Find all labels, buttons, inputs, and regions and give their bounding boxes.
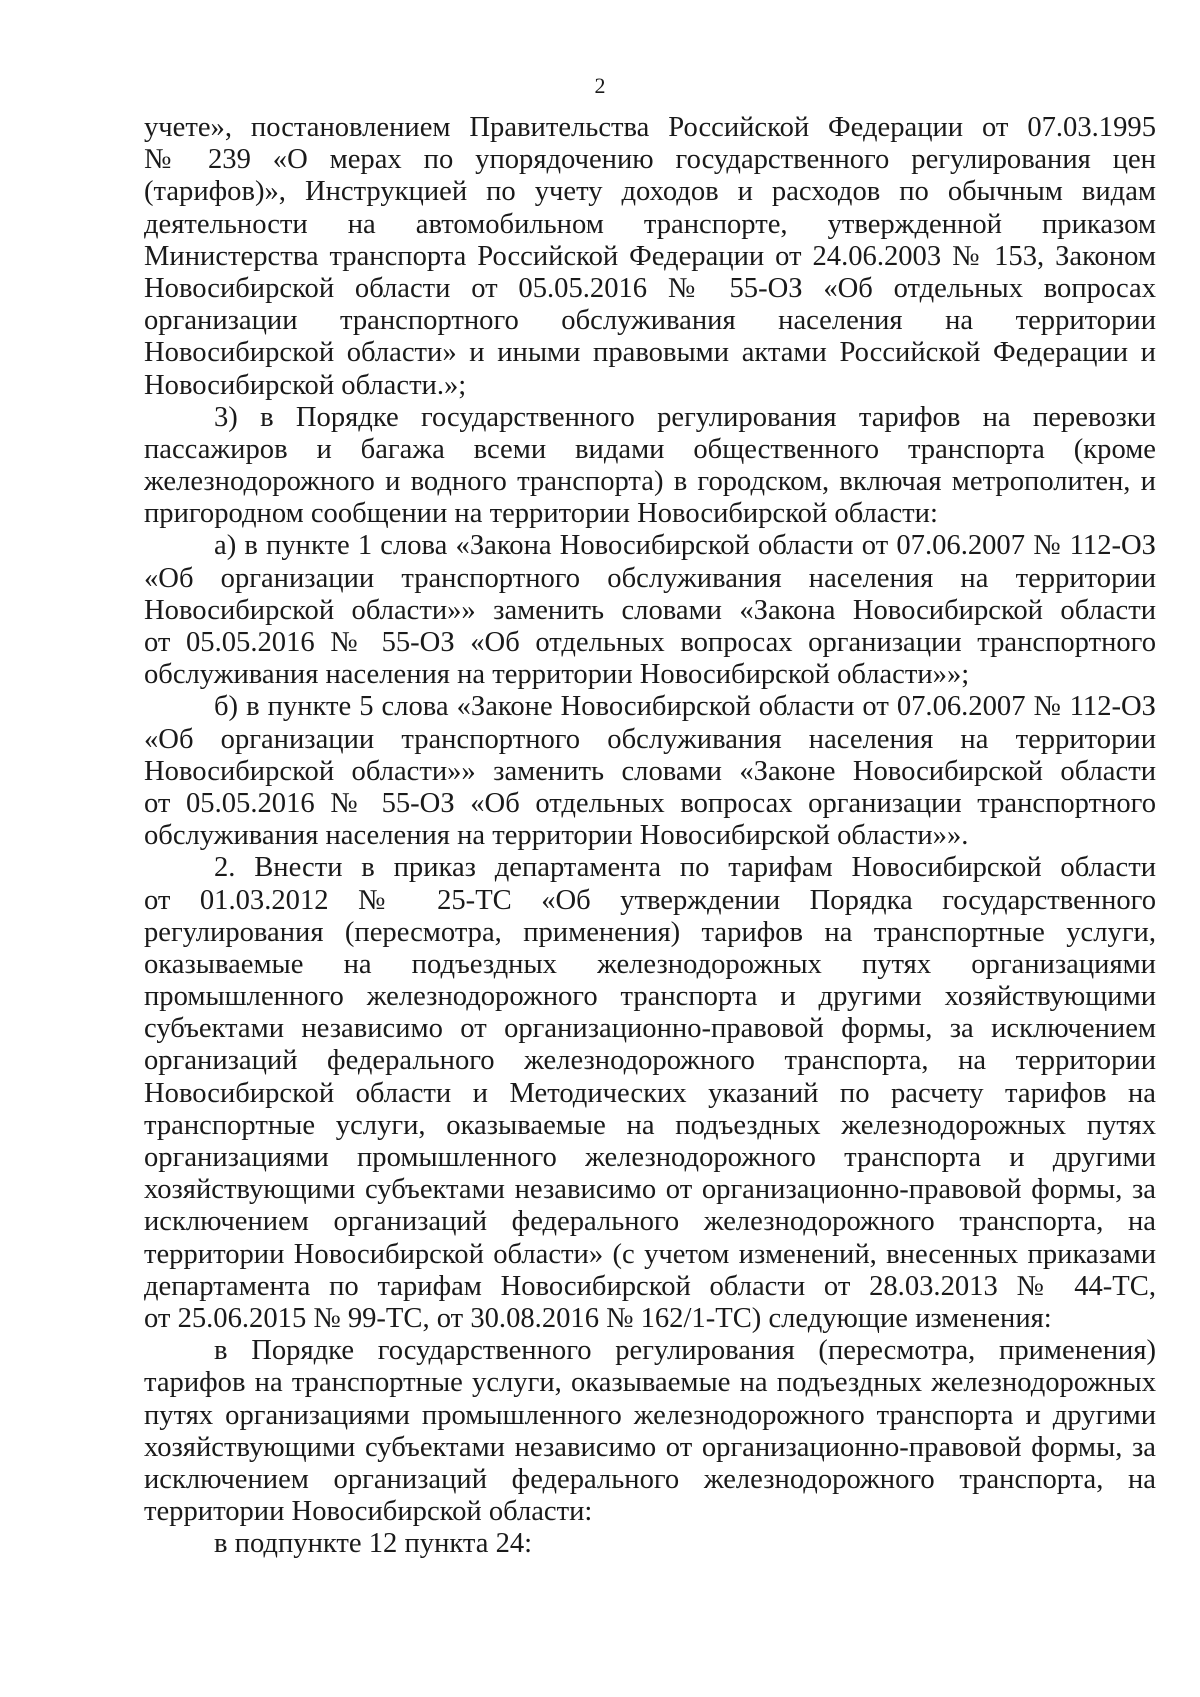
text-line: путях организациями промышленного железнодорожного транспорта и другими <box>144 1399 1156 1431</box>
text-line: пригородном сообщении на территории Новосибирской области: <box>144 498 938 530</box>
text-line: субъектами независимо от организационно-правовой формы, за исключением <box>144 1013 1156 1045</box>
text-line: тарифов на транспортные услуги, оказываемые на подъездных железнодорожных <box>144 1367 1156 1399</box>
document-body <box>144 112 1156 1560</box>
text-line: Новосибирской области»» заменить словами «Законе Новосибирской области <box>144 755 1156 787</box>
text-line: пассажиров и багажа всеми видами общественного транспорта (кроме <box>144 433 1156 465</box>
text-line: Новосибирской области и Методических указаний по расчету тарифов на <box>144 1077 1156 1109</box>
text-line: территории Новосибирской области: <box>144 1496 593 1528</box>
text-line: № 239 «О мерах по упорядочению государственного регулирования цен <box>144 144 1156 176</box>
text-line: «Об организации транспортного обслуживания населения на территории <box>144 723 1156 755</box>
text-line: организациями промышленного железнодорожного транспорта и другими <box>144 1142 1156 1173</box>
text-line: организаций федерального железнодорожного транспорта, на территории <box>144 1045 1156 1077</box>
text-line: Новосибирской области» и иными правовыми актами Российской Федерации и <box>144 337 1156 369</box>
text-line: Министерства транспорта Российской Федерации от 24.06.2003 № 153, Законом <box>144 240 1156 272</box>
text-line: (тарифов)», Инструкцией по учету доходов и расходов по обычным видам <box>144 176 1156 208</box>
text-line: в подпункте 12 пункта 24: <box>214 1528 533 1560</box>
text-line: промышленного железнодорожного транспорта и другими хозяйствующими <box>144 981 1156 1013</box>
text-line: от 01.03.2012 № 25-ТС «Об утверждении Порядка государственного <box>144 884 1156 916</box>
text-line: территории Новосибирской области» (с учетом изменений, внесенных приказами <box>144 1238 1156 1270</box>
text-line: от 25.06.2015 № 99-ТС, от 30.08.2016 № 162/1-ТС) следующие изменения: <box>144 1302 1052 1334</box>
text-line: железнодорожного и водного транспорта) в городском, включая метрополитен, и <box>144 466 1156 498</box>
text-line: регулирования (пересмотра, применения) тарифов на транспортные услуги, <box>144 916 1156 948</box>
text-line: транспортные услуги, оказываемые на подъездных железнодорожных путях <box>144 1109 1156 1141</box>
text-line: хозяйствующими субъектами независимо от организационно-правовой формы, за <box>144 1431 1156 1463</box>
text-line: учете», постановлением Правительства Российской Федерации от 07.03.1995 <box>144 112 1156 143</box>
text-line: в Порядке государственного регулирования (пересмотра, применения) <box>214 1335 1156 1367</box>
text-line: 2. Внести в приказ департамента по тарифам Новосибирской области <box>214 852 1156 884</box>
text-line: деятельности на автомобильном транспорте, утвержденной приказом <box>144 208 1156 240</box>
text-line: исключением организаций федерального железнодорожного транспорта, на <box>144 1463 1156 1495</box>
text-line: организации транспортного обслуживания населения на территории <box>144 305 1156 337</box>
text-line: Новосибирской области»» заменить словами «Закона Новосибирской области <box>144 594 1156 626</box>
text-line: исключением организаций федерального железнодорожного транспорта, на <box>144 1206 1156 1238</box>
text-line: оказываемые на подъездных железнодорожных путях организациями <box>144 948 1156 980</box>
text-line: а) в пункте 1 слова «Закона Новосибирской области от 07.06.2007 № 112-ОЗ <box>214 530 1156 562</box>
text-line: обслуживания населения на территории Новосибирской области»»; <box>144 659 970 691</box>
text-line: от 05.05.2016 № 55-ОЗ «Об отдельных вопросах организации транспортного <box>144 627 1156 658</box>
text-line: «Об организации транспортного обслуживания населения на территории <box>144 562 1156 594</box>
text-line: 3) в Порядке государственного регулирования тарифов на перевозки <box>214 401 1156 433</box>
text-line: обслуживания населения на территории Новосибирской области»». <box>144 820 969 852</box>
text-line: б) в пункте 5 слова «Законе Новосибирской области от 07.06.2007 № 112-ОЗ <box>214 691 1156 723</box>
text-line: Новосибирской области от 05.05.2016 № 55-ОЗ «Об отдельных вопросах <box>144 272 1156 304</box>
text-line: хозяйствующими субъектами независимо от организационно-правовой формы, за <box>144 1174 1156 1206</box>
text-line: департамента по тарифам Новосибирской области от 28.03.2013 № 44-ТС, <box>144 1270 1156 1302</box>
text-line: от 05.05.2016 № 55-ОЗ «Об отдельных вопросах организации транспортного <box>144 787 1156 819</box>
page-number: 2 <box>594 73 606 98</box>
text-line: Новосибирской области.»; <box>144 369 467 401</box>
